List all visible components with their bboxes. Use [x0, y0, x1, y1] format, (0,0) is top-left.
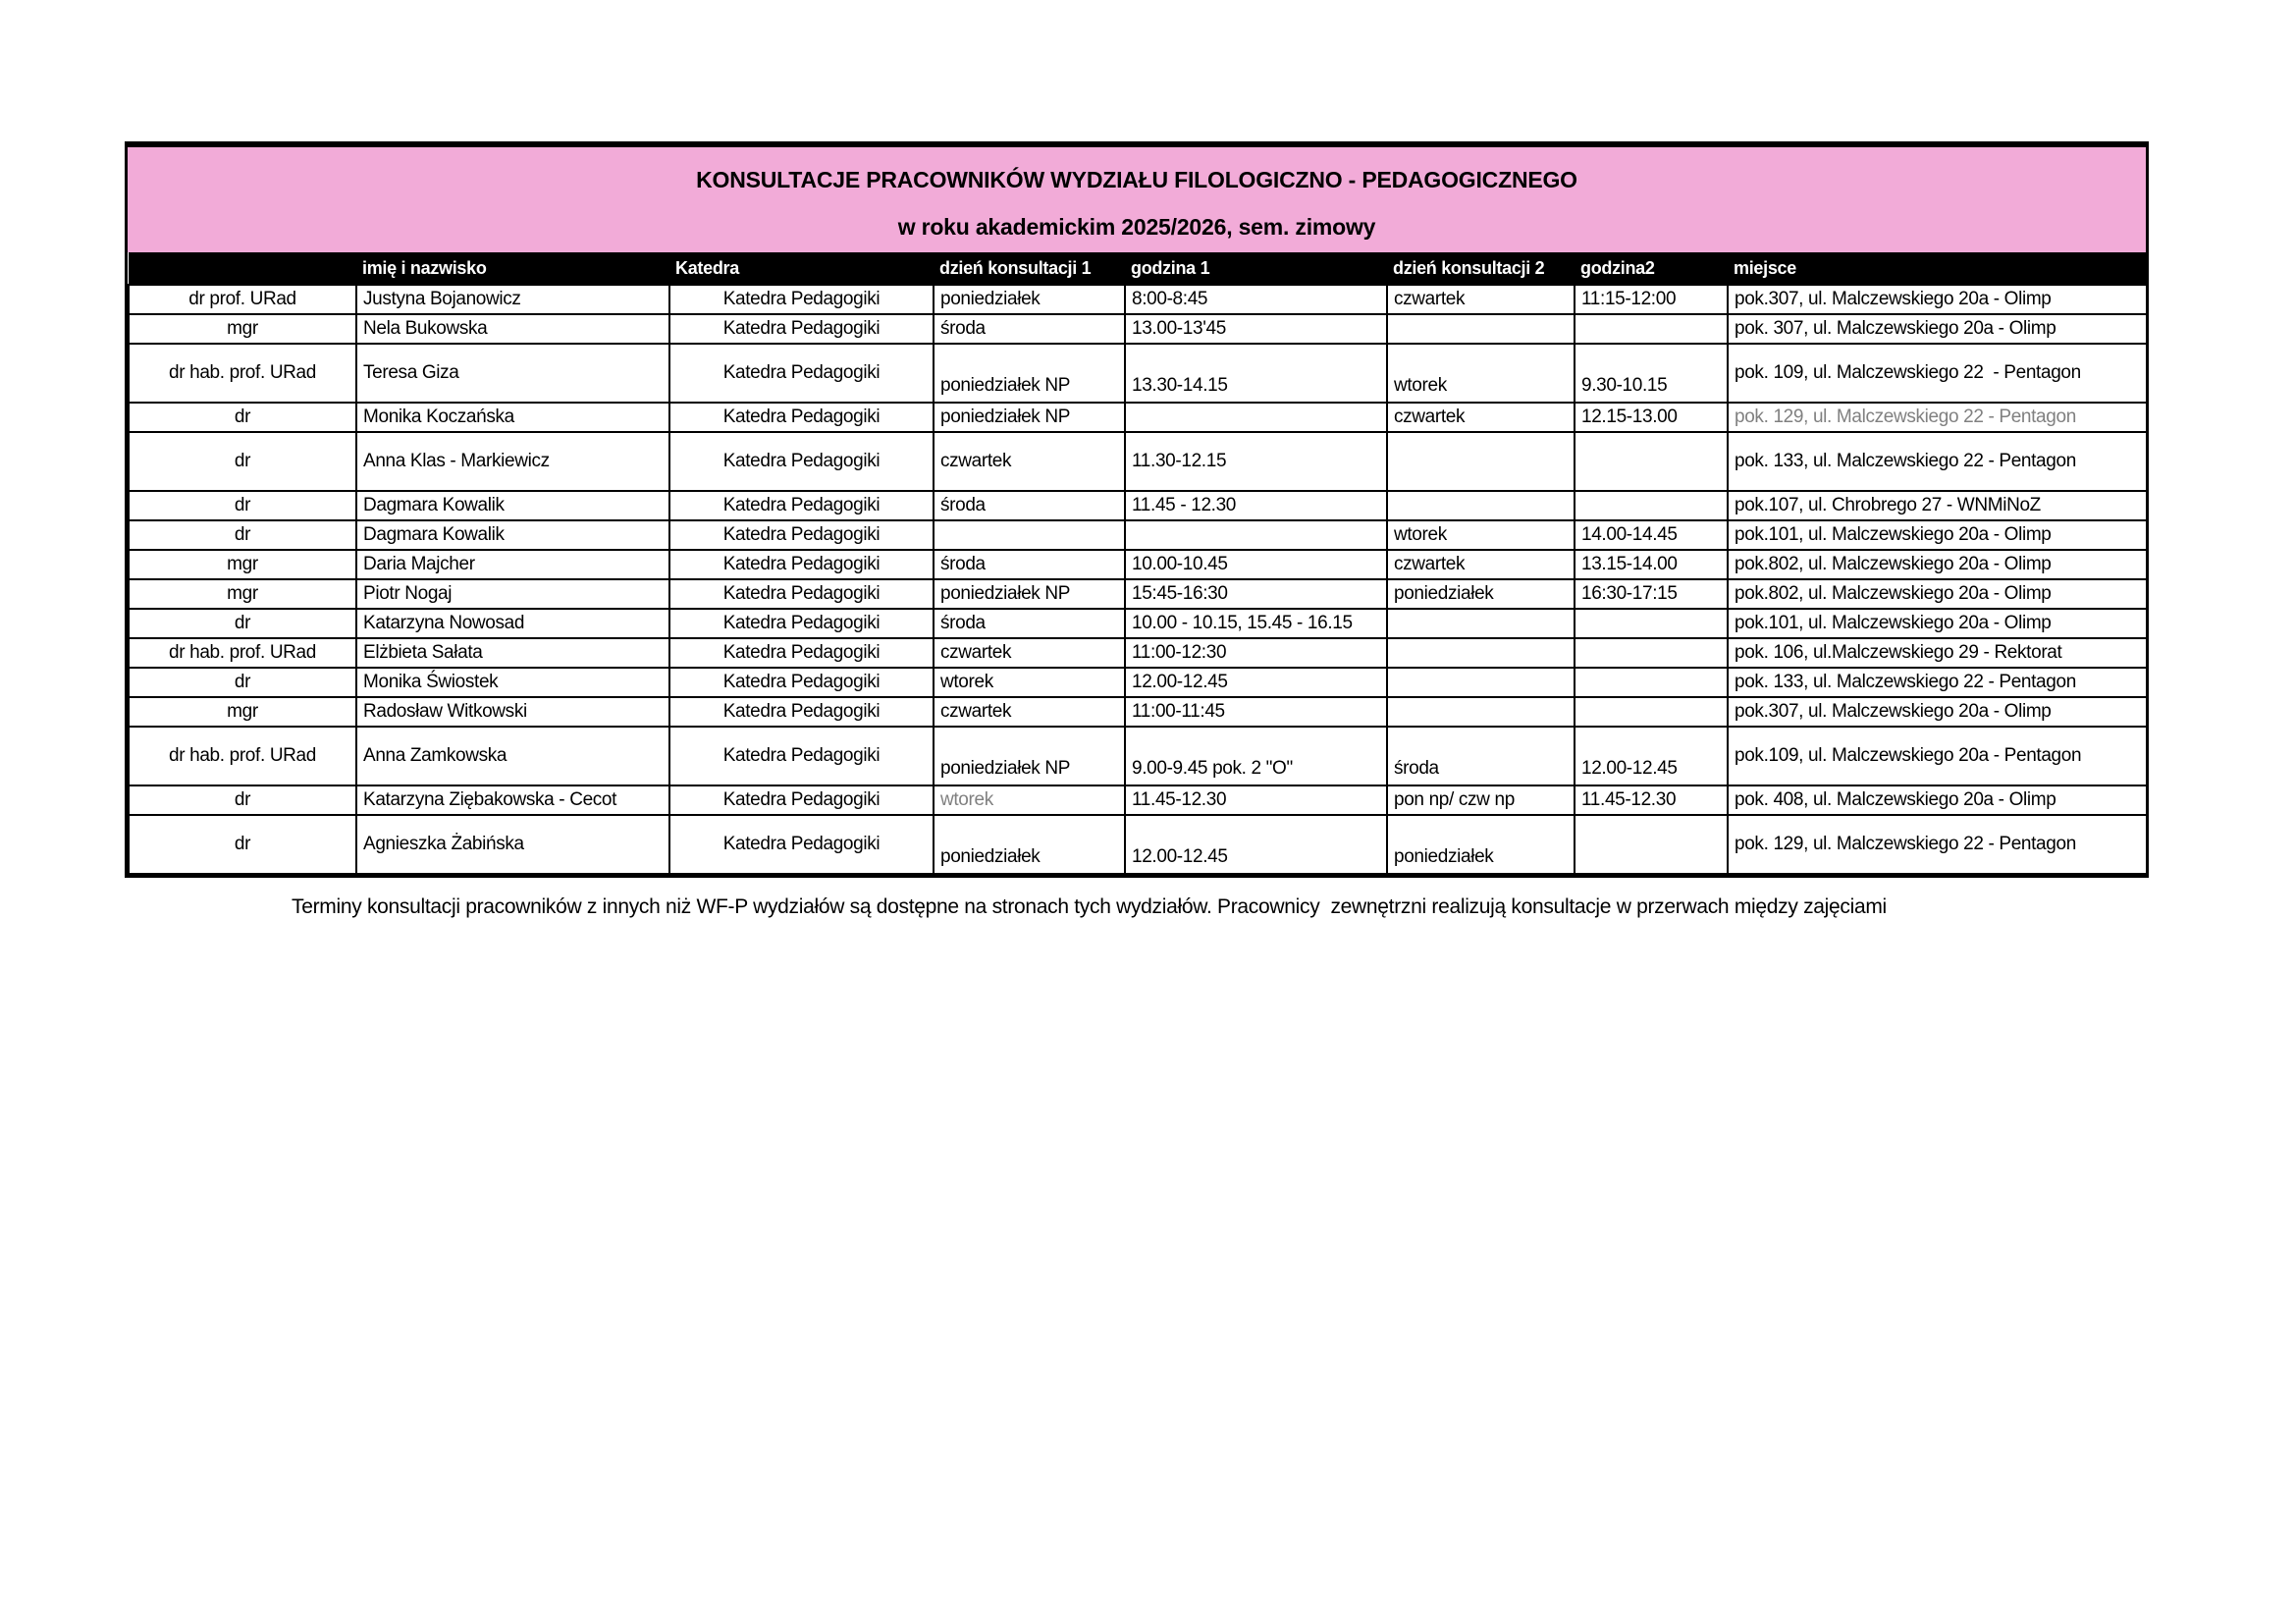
banner-title-line1: KONSULTACJE PRACOWNIKÓW WYDZIAŁU FILOLOGICZNO - PEDAGOGICZNEGO	[696, 166, 1577, 192]
cell-day1	[934, 520, 1125, 550]
cell-time1: 15:45-16:30	[1125, 579, 1387, 609]
cell-day2	[1387, 432, 1575, 491]
cell-name: Daria Majcher	[356, 550, 669, 579]
header-row	[129, 252, 2147, 285]
cell-place: pok.307, ul. Malczewskiego 20a - Olimp	[1728, 285, 2147, 314]
cell-place: pok.109, ul. Malczewskiego 20a - Pentagon	[1728, 727, 2147, 785]
cell-day2: wtorek	[1387, 344, 1575, 403]
cell-time2: 12.00-12.45	[1575, 727, 1728, 785]
cell-name: Teresa Giza	[356, 344, 669, 403]
cell-name: Anna Klas - Markiewicz	[356, 432, 669, 491]
cell-time2	[1575, 815, 1728, 874]
cell-day1: czwartek	[934, 697, 1125, 727]
cell-day1: poniedziałek NP	[934, 403, 1125, 432]
column-header-day1: dzień konsultacji 1	[934, 252, 1125, 285]
cell-degree: dr hab. prof. URad	[129, 638, 356, 668]
cell-degree: dr hab. prof. URad	[129, 344, 356, 403]
cell-day1: poniedziałek NP	[934, 344, 1125, 403]
cell-name: Monika Świostek	[356, 668, 669, 697]
cell-department: Katedra Pedagogiki	[669, 785, 934, 815]
cell-department: Katedra Pedagogiki	[669, 550, 934, 579]
cell-place: pok.107, ul. Chrobrego 27 - WNMiNoZ	[1728, 491, 2147, 520]
table-row	[129, 579, 2147, 609]
cell-degree: dr	[129, 609, 356, 638]
cell-department: Katedra Pedagogiki	[669, 520, 934, 550]
cell-degree: mgr	[129, 579, 356, 609]
cell-day1: środa	[934, 491, 1125, 520]
cell-place: pok. 133, ul. Malczewskiego 22 - Pentagon	[1728, 668, 2147, 697]
cell-day1: środa	[934, 609, 1125, 638]
column-header-department: Katedra	[669, 252, 934, 285]
cell-day2: czwartek	[1387, 550, 1575, 579]
cell-time2: 11:15-12:00	[1575, 285, 1728, 314]
cell-time1: 9.00-9.45 pok. 2 "O"	[1125, 727, 1387, 785]
cell-day1: czwartek	[934, 432, 1125, 491]
cell-time1: 11:00-12:30	[1125, 638, 1387, 668]
cell-time2: 9.30-10.15	[1575, 344, 1728, 403]
cell-place: pok. 307, ul. Malczewskiego 20a - Olimp	[1728, 314, 2147, 344]
cell-day1: czwartek	[934, 638, 1125, 668]
cell-time1: 8:00-8:45	[1125, 285, 1387, 314]
cell-day1: poniedziałek NP	[934, 727, 1125, 785]
cell-name: Radosław Witkowski	[356, 697, 669, 727]
consultation-sheet	[125, 141, 2149, 878]
cell-name: Elżbieta Sałata	[356, 638, 669, 668]
cell-degree: dr	[129, 403, 356, 432]
table-row	[129, 668, 2147, 697]
cell-day2	[1387, 697, 1575, 727]
cell-department: Katedra Pedagogiki	[669, 697, 934, 727]
cell-place: pok.101, ul. Malczewskiego 20a - Olimp	[1728, 609, 2147, 638]
cell-day2: czwartek	[1387, 403, 1575, 432]
cell-time1: 11.45-12.30	[1125, 785, 1387, 815]
cell-time1	[1125, 520, 1387, 550]
cell-time2	[1575, 638, 1728, 668]
cell-day2	[1387, 638, 1575, 668]
cell-time1: 12.00-12.45	[1125, 668, 1387, 697]
cell-day2: czwartek	[1387, 285, 1575, 314]
cell-time2	[1575, 491, 1728, 520]
cell-name: Katarzyna Nowosad	[356, 609, 669, 638]
column-header-place: miejsce	[1728, 252, 2147, 285]
cell-degree: dr hab. prof. URad	[129, 727, 356, 785]
cell-time2	[1575, 609, 1728, 638]
cell-day1: wtorek	[934, 668, 1125, 697]
cell-day1: środa	[934, 550, 1125, 579]
cell-time2: 12.15-13.00	[1575, 403, 1728, 432]
cell-name: Monika Koczańska	[356, 403, 669, 432]
title-banner	[128, 147, 2146, 252]
cell-day2	[1387, 314, 1575, 344]
cell-degree: dr prof. URad	[129, 285, 356, 314]
cell-place: pok. 129, ul. Malczewskiego 22 - Pentagon	[1728, 403, 2147, 432]
cell-time2	[1575, 668, 1728, 697]
table-body	[129, 285, 2147, 874]
table-row	[129, 403, 2147, 432]
cell-day2	[1387, 609, 1575, 638]
cell-day2: poniedziałek	[1387, 815, 1575, 874]
cell-place: pok. 109, ul. Malczewskiego 22 - Pentagon	[1728, 344, 2147, 403]
cell-day1: środa	[934, 314, 1125, 344]
table-row	[129, 727, 2147, 785]
cell-name: Dagmara Kowalik	[356, 520, 669, 550]
cell-day2: środa	[1387, 727, 1575, 785]
cell-time1: 11.30-12.15	[1125, 432, 1387, 491]
cell-day2: pon np/ czw np	[1387, 785, 1575, 815]
cell-place: pok.802, ul. Malczewskiego 20a - Olimp	[1728, 550, 2147, 579]
cell-time2	[1575, 697, 1728, 727]
cell-degree: dr	[129, 520, 356, 550]
cell-time1: 12.00-12.45	[1125, 815, 1387, 874]
cell-time2: 16:30-17:15	[1575, 579, 1728, 609]
cell-department: Katedra Pedagogiki	[669, 727, 934, 785]
cell-day2	[1387, 668, 1575, 697]
cell-time1: 13.30-14.15	[1125, 344, 1387, 403]
cell-department: Katedra Pedagogiki	[669, 432, 934, 491]
cell-department: Katedra Pedagogiki	[669, 403, 934, 432]
consultation-table	[128, 252, 2148, 875]
cell-place: pok. 106, ul.Malczewskiego 29 - Rektorat	[1728, 638, 2147, 668]
cell-name: Agnieszka Żabińska	[356, 815, 669, 874]
cell-day2: wtorek	[1387, 520, 1575, 550]
table-row	[129, 314, 2147, 344]
column-header-day2: dzień konsultacji 2	[1387, 252, 1575, 285]
table-row	[129, 550, 2147, 579]
cell-degree: mgr	[129, 697, 356, 727]
cell-day1: wtorek	[934, 785, 1125, 815]
cell-time2	[1575, 314, 1728, 344]
cell-time1: 13.00-13'45	[1125, 314, 1387, 344]
cell-time1: 11.45 - 12.30	[1125, 491, 1387, 520]
cell-time1: 10.00 - 10.15, 15.45 - 16.15	[1125, 609, 1387, 638]
cell-name: Dagmara Kowalik	[356, 491, 669, 520]
column-header-time1: godzina 1	[1125, 252, 1387, 285]
cell-department: Katedra Pedagogiki	[669, 815, 934, 874]
cell-place: pok. 129, ul. Malczewskiego 22 - Pentagon	[1728, 815, 2147, 874]
table-row	[129, 520, 2147, 550]
table-row	[129, 285, 2147, 314]
cell-time2: 13.15-14.00	[1575, 550, 1728, 579]
table-row	[129, 815, 2147, 874]
cell-time1: 10.00-10.45	[1125, 550, 1387, 579]
cell-department: Katedra Pedagogiki	[669, 638, 934, 668]
cell-degree: dr	[129, 815, 356, 874]
table-row	[129, 697, 2147, 727]
table-header	[129, 252, 2147, 285]
table-row	[129, 638, 2147, 668]
column-header-time2: godzina2	[1575, 252, 1728, 285]
column-header-degree	[129, 252, 356, 285]
cell-day1: poniedziałek NP	[934, 579, 1125, 609]
cell-day2: poniedziałek	[1387, 579, 1575, 609]
cell-day1: poniedziałek	[934, 815, 1125, 874]
cell-department: Katedra Pedagogiki	[669, 344, 934, 403]
column-header-name: imię i nazwisko	[356, 252, 669, 285]
cell-time2	[1575, 432, 1728, 491]
cell-department: Katedra Pedagogiki	[669, 579, 934, 609]
cell-name: Piotr Nogaj	[356, 579, 669, 609]
cell-department: Katedra Pedagogiki	[669, 314, 934, 344]
cell-name: Katarzyna Ziębakowska - Cecot	[356, 785, 669, 815]
cell-department: Katedra Pedagogiki	[669, 668, 934, 697]
table-row	[129, 491, 2147, 520]
cell-name: Justyna Bojanowicz	[356, 285, 669, 314]
cell-place: pok.101, ul. Malczewskiego 20a - Olimp	[1728, 520, 2147, 550]
table-row	[129, 432, 2147, 491]
cell-name: Anna Zamkowska	[356, 727, 669, 785]
cell-place: pok.307, ul. Malczewskiego 20a - Olimp	[1728, 697, 2147, 727]
cell-degree: mgr	[129, 314, 356, 344]
cell-day1: poniedziałek	[934, 285, 1125, 314]
cell-place: pok. 133, ul. Malczewskiego 22 - Pentagon	[1728, 432, 2147, 491]
cell-name: Nela Bukowska	[356, 314, 669, 344]
cell-degree: dr	[129, 432, 356, 491]
cell-degree: mgr	[129, 550, 356, 579]
cell-place: pok.802, ul. Malczewskiego 20a - Olimp	[1728, 579, 2147, 609]
cell-degree: dr	[129, 668, 356, 697]
cell-department: Katedra Pedagogiki	[669, 491, 934, 520]
cell-time2: 14.00-14.45	[1575, 520, 1728, 550]
cell-place: pok. 408, ul. Malczewskiego 20a - Olimp	[1728, 785, 2147, 815]
table-row	[129, 609, 2147, 638]
banner-title-line2: w roku akademickim 2025/2026, sem. zimowy	[897, 213, 1376, 240]
cell-degree: dr	[129, 785, 356, 815]
table-row	[129, 785, 2147, 815]
cell-degree: dr	[129, 491, 356, 520]
cell-time1: 11:00-11:45	[1125, 697, 1387, 727]
cell-time1	[1125, 403, 1387, 432]
cell-department: Katedra Pedagogiki	[669, 285, 934, 314]
table-row	[129, 344, 2147, 403]
cell-time2: 11.45-12.30	[1575, 785, 1728, 815]
cell-day2	[1387, 491, 1575, 520]
footer-note: Terminy konsultacji pracowników z innych niż WF-P wydziałów są dostępne na stronach tych wydziałów. Pracownicy zewnętrzni realizują konsultacje w przerwach między zajęciami	[292, 895, 1887, 918]
cell-department: Katedra Pedagogiki	[669, 609, 934, 638]
